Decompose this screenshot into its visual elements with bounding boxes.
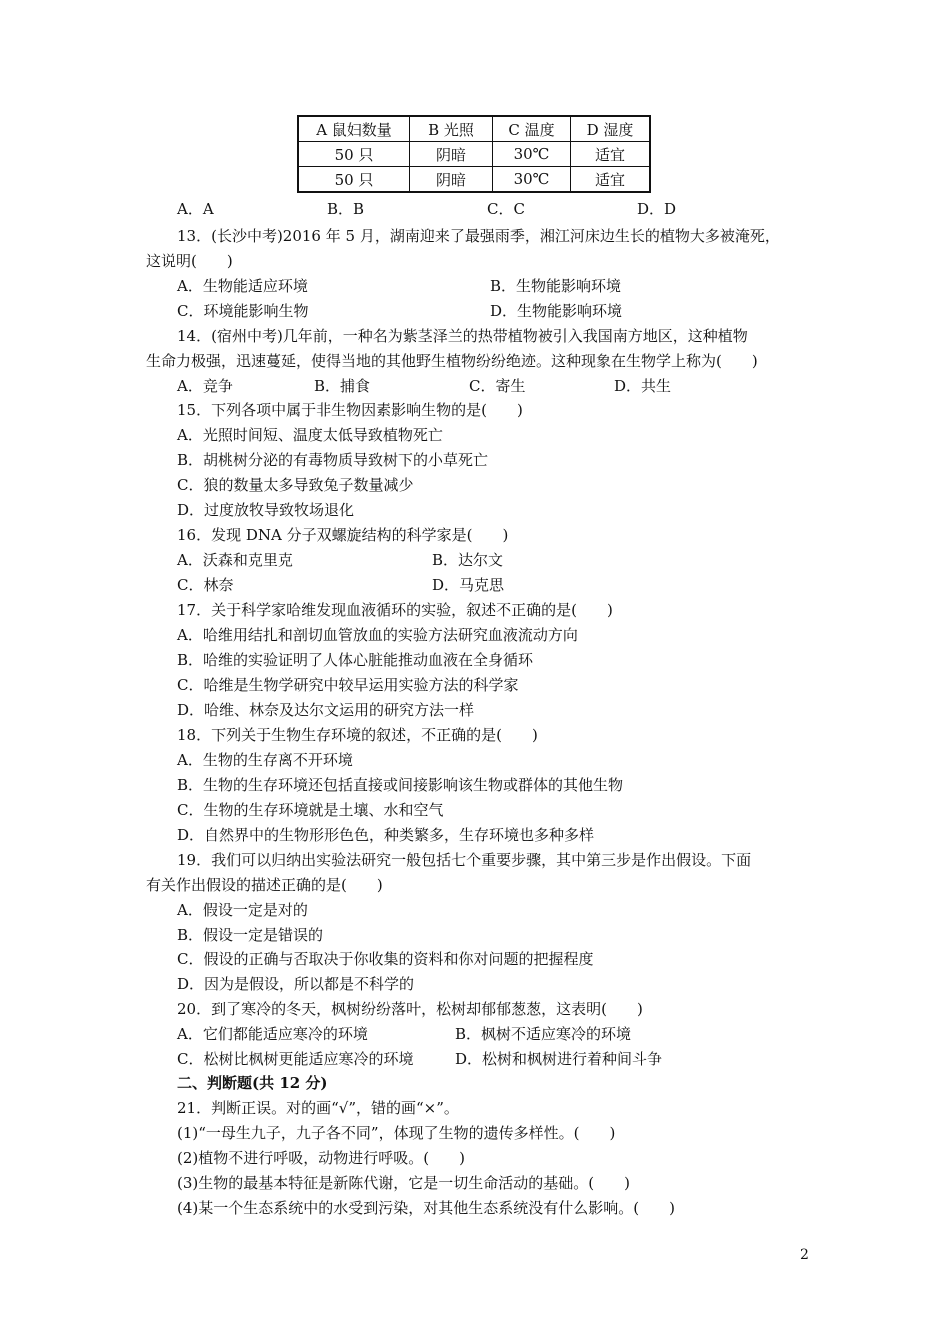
option: A．竞争 bbox=[177, 377, 233, 395]
table-row bbox=[298, 167, 650, 193]
question-stem: 14．(宿州中考)几年前，一种名为紫茎泽兰的热带植物被引入我国南方地区，这种植物 bbox=[177, 327, 748, 345]
table-cell: 50 只 bbox=[298, 167, 410, 193]
question-stem: 17．关于科学家哈维发现血液循环的实验，叙述不正确的是( ) bbox=[177, 601, 613, 619]
table-cell: 30℃ bbox=[493, 167, 571, 193]
option: A．哈维用结扎和剖切血管放血的实验方法研究血液流动方向 bbox=[177, 626, 578, 644]
q20-options-row2 bbox=[177, 1049, 777, 1069]
option: D．生物能影响环境 bbox=[490, 302, 623, 320]
option: A．它们都能适应寒冷的环境 bbox=[177, 1025, 368, 1043]
option: B．B bbox=[327, 200, 365, 218]
option: D．D bbox=[637, 200, 677, 218]
experiment-table bbox=[297, 115, 651, 193]
option: B．生物能影响环境 bbox=[490, 277, 622, 295]
judgment-item: (3)生物的最基本特征是新陈代谢，它是一切生命活动的基础。( ) bbox=[177, 1174, 630, 1192]
question-stem: 13．(长沙中考)2016 年 5 月，湖南迎来了最强雨季，湘江河床边生长的植物大多被淹死， bbox=[177, 227, 780, 245]
table-row bbox=[298, 142, 650, 167]
option: C．寄生 bbox=[469, 377, 526, 395]
option: B．捕食 bbox=[314, 377, 371, 395]
option: B．哈维的实验证明了人体心脏能推动血液在全身循环 bbox=[177, 651, 534, 669]
q12-options bbox=[177, 199, 777, 219]
option: D．因为是假设，所以都是不科学的 bbox=[177, 975, 415, 993]
option: A．A bbox=[177, 200, 214, 218]
table-cell: 50 只 bbox=[298, 142, 410, 167]
q14-options bbox=[177, 376, 777, 396]
q16-options-row1 bbox=[177, 550, 777, 570]
option: D．马克思 bbox=[432, 576, 505, 594]
option: B．胡桃树分泌的有毒物质导致树下的小草死亡 bbox=[177, 451, 489, 469]
question-stem: 19．我们可以归纳出实验法研究一般包括七个重要步骤，其中第三步是作出假设。下面 bbox=[177, 851, 752, 869]
question-stem: 16．发现 DNA 分子双螺旋结构的科学家是( ) bbox=[177, 526, 509, 544]
question-stem: 20．到了寒冷的冬天，枫树纷纷落叶，松树却郁郁葱葱，这表明( ) bbox=[177, 1000, 643, 1018]
table-cell: 30℃ bbox=[493, 142, 571, 167]
table-header-cell: C 温度 bbox=[493, 116, 571, 142]
option: C．C bbox=[487, 200, 525, 218]
option: A．假设一定是对的 bbox=[177, 901, 308, 919]
question-stem: 15．下列各项中属于非生物因素影响生物的是( ) bbox=[177, 401, 523, 419]
option: C．松树比枫树更能适应寒冷的环境 bbox=[177, 1050, 414, 1068]
option: D．过度放牧导致牧场退化 bbox=[177, 501, 355, 519]
table-header-cell: A 鼠妇数量 bbox=[298, 116, 410, 142]
option: B．生物的生存环境还包括直接或间接影响该生物或群体的其他生物 bbox=[177, 776, 624, 794]
table-header-cell: B 光照 bbox=[410, 116, 493, 142]
option: C．生物的生存环境就是土壤、水和空气 bbox=[177, 801, 444, 819]
option: A．光照时间短、温度太低导致植物死亡 bbox=[177, 426, 443, 444]
table-header-row bbox=[298, 116, 650, 142]
question-stem: 18．下列关于生物生存环境的叙述，不正确的是( ) bbox=[177, 726, 538, 744]
option: C．哈维是生物学研究中较早运用实验方法的科学家 bbox=[177, 676, 519, 694]
section-heading: 二、判断题(共 12 分) bbox=[177, 1074, 328, 1092]
q13-options-row2 bbox=[177, 301, 777, 321]
question-stem: 21．判断正误。对的画“√”，错的画“×”。 bbox=[177, 1099, 459, 1117]
table-cell: 适宜 bbox=[571, 142, 651, 167]
table-cell: 阴暗 bbox=[410, 142, 493, 167]
table-cell: 适宜 bbox=[571, 167, 651, 193]
option: B．假设一定是错误的 bbox=[177, 926, 324, 944]
q20-options-row1 bbox=[177, 1024, 777, 1044]
option: A．沃森和克里克 bbox=[177, 551, 293, 569]
option: B．枫树不适应寒冷的环境 bbox=[455, 1025, 632, 1043]
option: C．环境能影响生物 bbox=[177, 302, 309, 320]
option: A．生物的生存离不开环境 bbox=[177, 751, 353, 769]
q13-options-row1 bbox=[177, 276, 777, 296]
judgment-item: (2)植物不进行呼吸，动物进行呼吸。( ) bbox=[177, 1149, 465, 1167]
question-stem: 生命力极强，迅速蔓延，使得当地的其他野生植物纷纷绝迹。这种现象在生物学上称为( ) bbox=[146, 352, 758, 370]
judgment-item: (1)“一母生九子，九子各不同”，体现了生物的遗传多样性。( ) bbox=[177, 1124, 616, 1142]
option: C．林奈 bbox=[177, 576, 234, 594]
table-cell: 阴暗 bbox=[410, 167, 493, 193]
question-stem: 有关作出假设的描述正确的是( ) bbox=[146, 876, 383, 894]
table-header-cell: D 湿度 bbox=[571, 116, 651, 142]
option: D．共生 bbox=[614, 377, 672, 395]
judgment-item: (4)某一个生态系统中的水受到污染，对其他生态系统没有什么影响。( ) bbox=[177, 1199, 675, 1217]
option: B．达尔文 bbox=[432, 551, 504, 569]
page-number: 2 bbox=[800, 1247, 809, 1263]
question-stem: 这说明( ) bbox=[146, 252, 233, 270]
option: D．自然界中的生物形形色色，种类繁多，生存环境也多种多样 bbox=[177, 826, 595, 844]
option: C．假设的正确与否取决于你收集的资料和你对问题的把握程度 bbox=[177, 950, 594, 968]
q16-options-row2 bbox=[177, 575, 777, 595]
option: C．狼的数量太多导致兔子数量减少 bbox=[177, 476, 414, 494]
option: D．哈维、林奈及达尔文运用的研究方法一样 bbox=[177, 701, 475, 719]
option: D．松树和枫树进行着种间斗争 bbox=[455, 1050, 663, 1068]
option: A．生物能适应环境 bbox=[177, 277, 308, 295]
